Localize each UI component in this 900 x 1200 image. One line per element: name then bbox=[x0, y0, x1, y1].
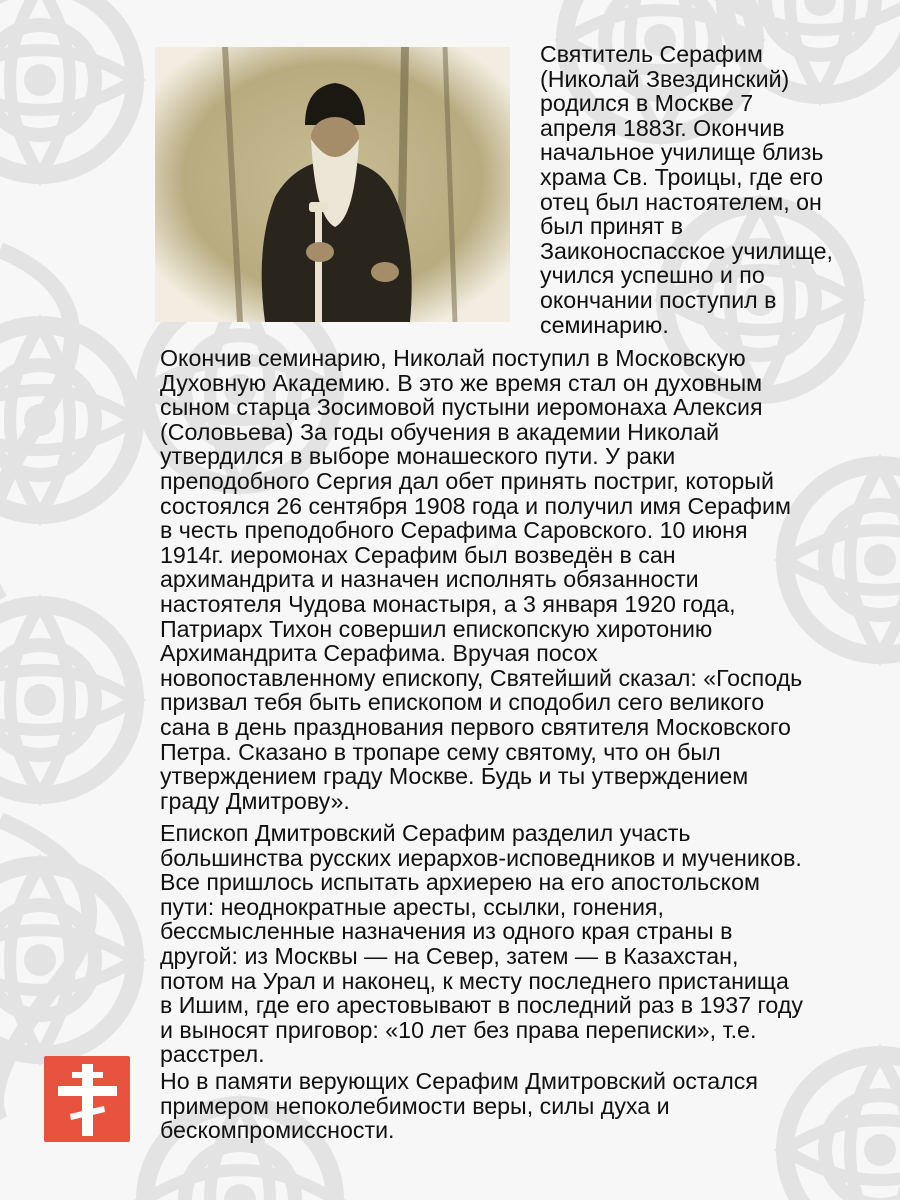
paragraph-line: храма Св. Троицы, где его bbox=[540, 163, 824, 190]
paragraph-line: родился в Москве 7 bbox=[540, 90, 754, 117]
paragraph-line: отец был настоятелем, он bbox=[540, 188, 822, 215]
intro-paragraph bbox=[540, 42, 833, 337]
persecution-paragraph bbox=[160, 821, 803, 1067]
orthodox-cross-logo-icon bbox=[44, 1056, 130, 1142]
paragraph-line: Духовную Академию. В это же время стал он духовным bbox=[160, 369, 763, 396]
paragraph-line: Все пришлось испытать архиерею на его апостольском bbox=[160, 869, 760, 896]
paragraph-line: бескомпромиссности. bbox=[160, 1117, 395, 1144]
paragraph-line: утверждением граду Москве. Будь и ты утверждением bbox=[160, 763, 749, 790]
paragraph-line: бессмысленные назначения из одного края страны в bbox=[160, 918, 733, 945]
paragraph-line: Окончив семинарию, Николай поступил в Московскую bbox=[160, 345, 746, 371]
saint-portrait-photo bbox=[155, 47, 510, 322]
paragraph-line: Архимандрита Серафима. Вручая посох bbox=[160, 640, 598, 667]
paragraph-line: граду Дмитрову». bbox=[160, 787, 350, 814]
paragraph-line: большинства русских иерархов-исповедников и мучеников. bbox=[160, 844, 802, 871]
paragraph-line: (Николай Звездинский) bbox=[540, 65, 790, 92]
paragraph-line: сыном старца Зосимовой пустыни иеромонаха Алексия bbox=[160, 394, 763, 421]
paragraph-line: примером непоколебимости веры, силы духа и bbox=[160, 1092, 670, 1119]
memory-paragraph bbox=[160, 1069, 758, 1143]
paragraph-line: потом на Урал и наконец, к месту последнего пристанища bbox=[160, 967, 789, 994]
paragraph-line: Епископ Дмитровский Серафим разделил участь bbox=[160, 820, 691, 846]
paragraph-line: окончании поступил в bbox=[540, 286, 777, 313]
paragraph-line: новопоставленному епископу, Святейший сказал: «Господь bbox=[160, 664, 803, 691]
paragraph-line: утвердился в выборе монашеского пути. У раки bbox=[160, 443, 676, 470]
paragraph-line: пути: неоднократные аресты, ссылки, гонения, bbox=[160, 893, 664, 920]
paragraph-line: призвал тебя быть епископом и сподобил сего великого bbox=[160, 689, 765, 716]
paragraph-line: начальное училище близь bbox=[540, 139, 824, 166]
paragraph-line: в честь преподобного Серафима Саровского. 10 июня bbox=[160, 517, 748, 544]
paragraph-line: был принят в bbox=[540, 213, 684, 240]
paragraph-line: преподобного Сергия дал обет принять постриг, который bbox=[160, 467, 774, 494]
paragraph-line: архимандрита и назначен исполнять обязанности bbox=[160, 566, 699, 593]
paragraph-line: расстрел. bbox=[160, 1041, 265, 1068]
paragraph-line: учился успешно и по bbox=[540, 262, 765, 289]
paragraph-line: состоялся 26 сентября 1908 года и получил имя Серафим bbox=[160, 492, 791, 519]
paragraph-line: 1914г. иеромонах Серафим был возведён в сан bbox=[160, 541, 676, 568]
paragraph-line: Святитель Серафим bbox=[540, 41, 763, 67]
academy-paragraph bbox=[160, 346, 802, 813]
paragraph-line: (Соловьева) За годы обучения в академии Николай bbox=[160, 418, 720, 445]
paragraph-line: семинарию. bbox=[540, 311, 669, 338]
paragraph-line: в Ишим, где его арестовывают в последний раз в 1937 году bbox=[160, 992, 803, 1019]
paragraph-line: Петра. Сказано в тропаре сему святому, что он был bbox=[160, 738, 721, 765]
paragraph-line: апреля 1883г. Окончив bbox=[540, 114, 785, 141]
paragraph-line: сана в день празднования первого святителя Московского bbox=[160, 713, 791, 740]
paragraph-line: другой: из Москвы — на Север, затем — в Казахстан, bbox=[160, 942, 739, 969]
paragraph-line: настоятеля Чудова монастыря, а 3 января 1920 года, bbox=[160, 590, 736, 617]
paragraph-line: Но в памяти верующих Серафим Дмитровский остался bbox=[160, 1068, 758, 1094]
paragraph-line: Заиконоспасское училище, bbox=[540, 237, 833, 264]
paragraph-line: Патриарх Тихон совершил епископскую хиротонию bbox=[160, 615, 713, 642]
paragraph-line: и выносят приговор: «10 лет без права переписки», т.е. bbox=[160, 1016, 757, 1043]
